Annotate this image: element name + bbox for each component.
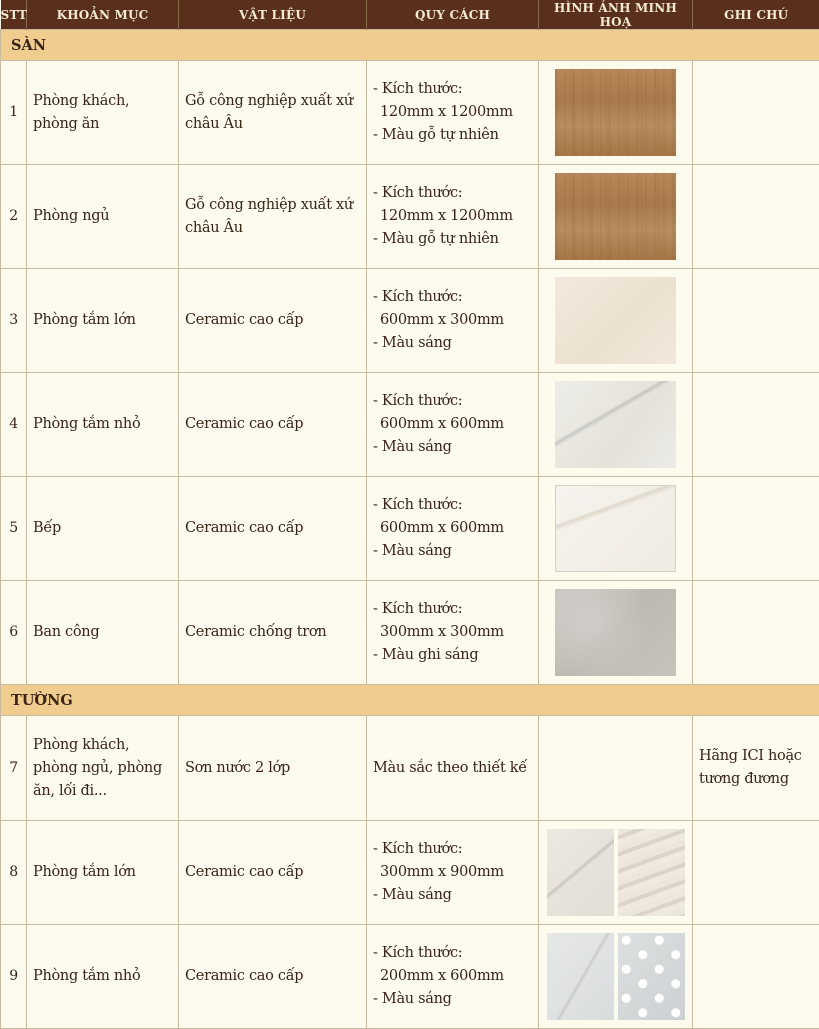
- row-image: [539, 165, 693, 269]
- row-note: [693, 269, 819, 373]
- row-stt: 1: [1, 61, 27, 165]
- wood-floor-swatch: [555, 69, 676, 156]
- row-image: [539, 925, 693, 1029]
- row-spec: - Kích thước: 300mm x 900mm - Màu sáng: [367, 821, 539, 925]
- table-row: [1, 821, 819, 925]
- stone-tile-swatch: [547, 933, 614, 1020]
- row-image: [539, 821, 693, 925]
- row-note: [693, 925, 819, 1029]
- row-image: [539, 61, 693, 165]
- header-row: [1, 0, 819, 30]
- table-row: [1, 925, 819, 1029]
- white-marble-tile-swatch: [555, 485, 676, 572]
- row-item: Phòng tắm nhỏ: [27, 373, 179, 477]
- row-item: Ban công: [27, 581, 179, 685]
- row-material: Ceramic chống trơn: [179, 581, 367, 685]
- row-stt: 4: [1, 373, 27, 477]
- row-spec: - Kích thước: 120mm x 1200mm - Màu gỗ tự nhiên: [367, 61, 539, 165]
- wood-floor-swatch: [555, 173, 676, 260]
- section-title-wall: TƯỜNG: [1, 685, 819, 716]
- row-spec: - Kích thước: 120mm x 1200mm - Màu gỗ tự nhiên: [367, 165, 539, 269]
- table-row: [1, 716, 819, 821]
- table-row: [1, 61, 819, 165]
- row-note: [693, 581, 819, 685]
- table-row: [1, 373, 819, 477]
- row-stt: 6: [1, 581, 27, 685]
- row-item: Phòng tắm lớn: [27, 269, 179, 373]
- table-row: [1, 165, 819, 269]
- row-material: Gỗ công nghiệp xuất xứ châu Âu: [179, 61, 367, 165]
- row-item: Phòng ngủ: [27, 165, 179, 269]
- marble-tile-swatch: [547, 829, 614, 916]
- row-material: Gỗ công nghiệp xuất xứ châu Âu: [179, 165, 367, 269]
- row-spec: - Kích thước: 600mm x 600mm - Màu sáng: [367, 477, 539, 581]
- header-spec: QUY CÁCH: [367, 0, 539, 30]
- row-item: Phòng khách, phòng ngủ, phòng ăn, lối đi...: [27, 716, 179, 821]
- row-note: [693, 477, 819, 581]
- cream-tile-swatch: [555, 277, 676, 364]
- marble-tile-swatch: [555, 381, 676, 468]
- row-spec: - Kích thước: 300mm x 300mm - Màu ghi sáng: [367, 581, 539, 685]
- grey-tile-swatch: [555, 589, 676, 676]
- row-item: Phòng tắm nhỏ: [27, 925, 179, 1029]
- row-note: [693, 373, 819, 477]
- row-material: Ceramic cao cấp: [179, 925, 367, 1029]
- row-note: Hãng ICI hoặc tương đương: [693, 716, 819, 821]
- row-image: [539, 477, 693, 581]
- row-spec: - Kích thước: 200mm x 600mm - Màu sáng: [367, 925, 539, 1029]
- row-stt: 2: [1, 165, 27, 269]
- section-wall: [1, 685, 819, 716]
- row-item: Phòng tắm lớn: [27, 821, 179, 925]
- header-material: VẬT LIỆU: [179, 0, 367, 30]
- table-row: [1, 269, 819, 373]
- row-item: Phòng khách, phòng ăn: [27, 61, 179, 165]
- row-stt: 5: [1, 477, 27, 581]
- section-title-floor: SÀN: [1, 30, 819, 61]
- row-spec: - Kích thước: 600mm x 600mm - Màu sáng: [367, 373, 539, 477]
- row-material: Ceramic cao cấp: [179, 373, 367, 477]
- header-stt: STT: [1, 0, 27, 30]
- row-material: Ceramic cao cấp: [179, 477, 367, 581]
- row-spec: Màu sắc theo thiết kế: [367, 716, 539, 821]
- pattern-tile-swatch: [618, 933, 685, 1020]
- row-material: Ceramic cao cấp: [179, 821, 367, 925]
- row-image: [539, 716, 693, 821]
- table-row: [1, 477, 819, 581]
- row-image: [539, 373, 693, 477]
- row-image: [539, 269, 693, 373]
- header-note: GHI CHÚ: [693, 0, 819, 30]
- header-image: HÌNH ẢNH MINH HOẠ: [539, 0, 693, 30]
- wave-tile-swatch: [618, 829, 685, 916]
- row-note: [693, 61, 819, 165]
- row-material: Ceramic cao cấp: [179, 269, 367, 373]
- row-stt: 3: [1, 269, 27, 373]
- row-item: Bếp: [27, 477, 179, 581]
- row-stt: 8: [1, 821, 27, 925]
- row-note: [693, 165, 819, 269]
- section-floor: [1, 30, 819, 61]
- header-item: KHOẢN MỤC: [27, 0, 179, 30]
- table-row: [1, 581, 819, 685]
- row-stt: 9: [1, 925, 27, 1029]
- row-note: [693, 821, 819, 925]
- row-image: [539, 581, 693, 685]
- row-material: Sơn nước 2 lớp: [179, 716, 367, 821]
- row-stt: 7: [1, 716, 27, 821]
- row-spec: - Kích thước: 600mm x 300mm - Màu sáng: [367, 269, 539, 373]
